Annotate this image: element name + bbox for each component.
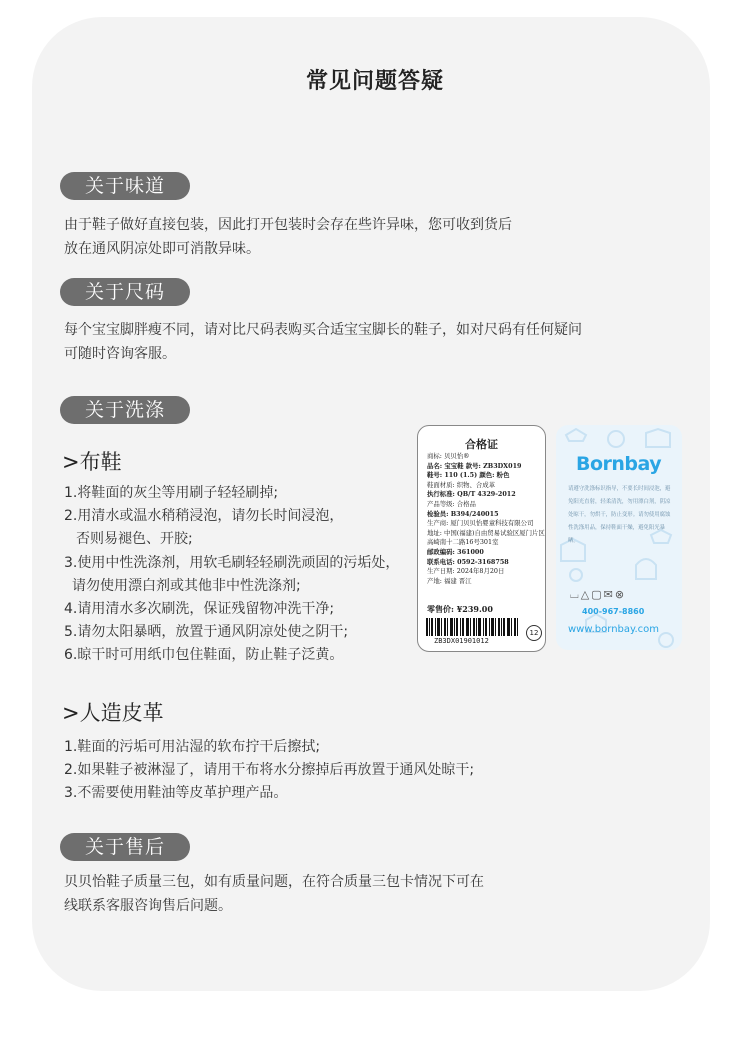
smell-line: 由于鞋子做好直接包装，因此打开包装时会存在些许异味，您可收到货后: [64, 217, 512, 233]
product-tag-image: [417, 425, 546, 652]
cloth-care-list: [64, 482, 399, 668]
bornbay-logo: Bornbay: [576, 453, 662, 475]
aftersale-line: 线联系客服咨询售后问题。: [64, 898, 232, 914]
tag-title: 合格证: [465, 438, 498, 451]
section-label-wash: 关于洗涤: [60, 396, 190, 424]
tag-line: 地址: 中国(福建)自由贸易试验区厦门片区: [427, 528, 545, 537]
list-item: 5.请勿太阳暴晒，放置于通风阴凉处使之阴干;: [64, 624, 349, 641]
tag-line: 品名: 宝宝鞋 款号: ZB3DX019: [427, 461, 522, 470]
section-label-size: 关于尺码: [60, 278, 190, 306]
tag-line: 生产商: 厦门贝贝怡婴童科技有限公司: [427, 519, 534, 528]
list-item: 2.用清水或温水稍稍浸泡，请勿长时间浸泡，: [64, 508, 344, 525]
smell-line: 放在通风阴凉处即可消散异味。: [64, 241, 260, 257]
tag-website: www.bornbay.com: [568, 624, 660, 635]
tag-care-text: 请遵守洗涤标识指导，不要长时间浸泡，避免阳光直射，轻柔清洗，勿用漂白剂，阴凉处晾干，勿烘干，防止变形。请勿使用腐蚀性洗涤用品，保持鞋面干燥，避免阳光暴晒。: [568, 486, 671, 544]
tag-line: 产地: 福建 晋江: [427, 576, 472, 585]
brand-tag-image: [556, 425, 682, 650]
tag-price: 零售价: ¥239.00: [427, 604, 493, 614]
aftersale-line: 贝贝怡鞋子质量三包，如有质量问题，在符合质量三包卡情况下可在: [64, 874, 484, 890]
list-item: 4.请用清水多次刷洗，保证残留物冲洗干净;: [64, 601, 335, 618]
barcode-icon: [426, 618, 518, 636]
page-title: 常见问题答疑: [305, 69, 444, 94]
list-item: 1.将鞋面的灰尘等用刷子轻轻刷掉;: [64, 485, 279, 501]
size-paragraph: [64, 318, 582, 366]
size-line: 每个宝宝脚胖瘦不同，请对比尺码表购买合适宝宝脚长的鞋子，如对尺码有任何疑问: [64, 322, 582, 338]
aftersale-paragraph: [64, 870, 484, 918]
tag-phone: 400-967-8860: [582, 607, 645, 616]
tag-line: 邮政编码: 361000: [427, 547, 484, 556]
leather-heading: >人造皮革: [62, 701, 164, 725]
section-label-aftersale: 关于售后: [60, 833, 190, 861]
section-label-smell: 关于味道: [60, 172, 190, 200]
tag-line: 商标: 贝贝怡®: [427, 452, 470, 460]
tag-line: 生产日期: 2024年8月20日: [427, 567, 505, 576]
tag-line: 鞋面材质: 织物、合成革: [427, 480, 496, 489]
tag-line: 产品等级: 合格品: [427, 499, 476, 508]
tag-line: 检验员: B394/240015: [427, 509, 499, 518]
tag-code: ZB3DX01901012: [434, 637, 489, 645]
smell-paragraph: [64, 213, 512, 261]
tag-info: [427, 452, 545, 586]
tag-line: 鞋号: 110 (1.5) 颜色: 粉色: [427, 471, 510, 480]
list-item: 请勿使用漂白剂或其他非中性洗涤剂;: [72, 577, 301, 594]
size-line: 可随时咨询客服。: [64, 346, 176, 362]
care-symbols-icon: ⌴△▢✉⊗: [570, 588, 627, 601]
tag-line: 高崎南十二路16号301室: [427, 538, 499, 547]
list-item: 2.如果鞋子被淋湿了，请用干布将水分擦掉后再放置于通风处晾干;: [64, 762, 475, 779]
list-item: 否则易褪色、开胶;: [76, 531, 193, 548]
list-item: 6.晾干时可用纸巾包住鞋面，防止鞋子泛黄。: [64, 647, 344, 664]
leather-care-list: [64, 736, 474, 806]
cloth-shoe-heading: >布鞋: [62, 450, 122, 474]
list-item: 1.鞋面的污垢可用沾湿的软布拧干后擦拭;: [64, 739, 321, 755]
tag-line: 执行标准: QB/T 4329-2012: [427, 490, 516, 499]
tag-size-badge: 12: [526, 625, 542, 641]
list-item: 3.不需要使用鞋油等皮革护理产品。: [64, 785, 288, 802]
list-item: 3.使用中性洗涤剂，用软毛刷轻轻刷洗顽固的污垢处，: [64, 554, 400, 571]
tag-line: 联系电话: 0592-3168758: [427, 557, 509, 566]
